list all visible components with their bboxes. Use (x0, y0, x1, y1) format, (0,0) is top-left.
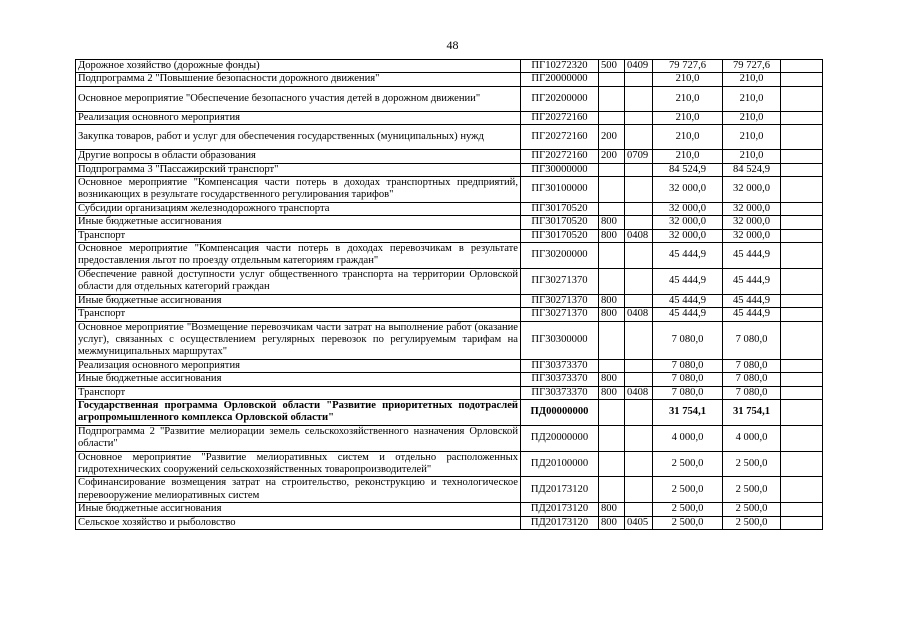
row-name: Субсидии организациям железнодорожного транспорта (76, 202, 521, 215)
target-code: ПГ20000000 (521, 73, 599, 86)
extra-column (781, 229, 823, 242)
amount-2: 2 500,0 (723, 503, 781, 516)
amount-1: 84 524,9 (653, 163, 723, 176)
target-code: ПГ30170520 (521, 216, 599, 229)
table-row (76, 321, 823, 359)
amount-1: 210,0 (653, 111, 723, 124)
section-code (625, 243, 653, 269)
expense-type: 800 (599, 229, 625, 242)
section-code: 0709 (625, 150, 653, 163)
amount-1: 79 727,6 (653, 60, 723, 73)
table-row (76, 399, 823, 425)
target-code: ПД20173120 (521, 516, 599, 529)
row-name: Основное мероприятие "Обеспечение безопасного участия детей в дорожном движении" (76, 86, 521, 111)
expense-type (599, 243, 625, 269)
target-code: ПГ30271370 (521, 308, 599, 321)
table-row (76, 294, 823, 307)
amount-2: 210,0 (723, 111, 781, 124)
expense-type (599, 86, 625, 111)
extra-column (781, 425, 823, 451)
target-code: ПГ30373370 (521, 359, 599, 372)
row-name: Транспорт (76, 229, 521, 242)
amount-2: 32 000,0 (723, 202, 781, 215)
section-code (625, 268, 653, 294)
table-row (76, 216, 823, 229)
extra-column (781, 216, 823, 229)
extra-column (781, 60, 823, 73)
amount-1: 7 080,0 (653, 373, 723, 386)
table-row (76, 177, 823, 203)
section-code (625, 477, 653, 503)
expense-type (599, 177, 625, 203)
amount-2: 31 754,1 (723, 399, 781, 425)
section-code: 0408 (625, 229, 653, 242)
extra-column (781, 294, 823, 307)
amount-1: 32 000,0 (653, 202, 723, 215)
amount-2: 7 080,0 (723, 321, 781, 359)
amount-2: 84 524,9 (723, 163, 781, 176)
amount-1: 7 080,0 (653, 386, 723, 399)
extra-column (781, 373, 823, 386)
extra-column (781, 150, 823, 163)
target-code: ПГ30100000 (521, 177, 599, 203)
table-row (76, 516, 823, 529)
table-row (76, 477, 823, 503)
amount-2: 45 444,9 (723, 268, 781, 294)
row-name: Другие вопросы в области образования (76, 150, 521, 163)
section-code (625, 359, 653, 372)
target-code: ПГ20200000 (521, 86, 599, 111)
table-row (76, 373, 823, 386)
extra-column (781, 516, 823, 529)
amount-2: 79 727,6 (723, 60, 781, 73)
amount-1: 4 000,0 (653, 425, 723, 451)
extra-column (781, 163, 823, 176)
target-code: ПГ30170520 (521, 202, 599, 215)
section-code (625, 177, 653, 203)
target-code: ПГ10272320 (521, 60, 599, 73)
expense-type (599, 399, 625, 425)
amount-1: 210,0 (653, 73, 723, 86)
table-row (76, 111, 823, 124)
amount-2: 4 000,0 (723, 425, 781, 451)
expense-type: 800 (599, 503, 625, 516)
extra-column (781, 111, 823, 124)
extra-column (781, 477, 823, 503)
amount-1: 45 444,9 (653, 294, 723, 307)
section-code (625, 86, 653, 111)
expense-type (599, 163, 625, 176)
expense-type (599, 268, 625, 294)
extra-column (781, 386, 823, 399)
section-code (625, 321, 653, 359)
budget-table (75, 59, 823, 530)
row-name: Сельское хозяйство и рыболовство (76, 516, 521, 529)
row-name: Софинансирование возмещения затрат на строительство, реконструкцию и технологическое перевооружение мелиоративных систем (76, 477, 521, 503)
amount-2: 32 000,0 (723, 216, 781, 229)
expense-type: 500 (599, 60, 625, 73)
amount-1: 32 000,0 (653, 216, 723, 229)
expense-type: 800 (599, 216, 625, 229)
amount-2: 7 080,0 (723, 359, 781, 372)
amount-2: 45 444,9 (723, 294, 781, 307)
page-number: 48 (446, 38, 459, 52)
amount-2: 7 080,0 (723, 373, 781, 386)
amount-1: 45 444,9 (653, 268, 723, 294)
amount-2: 210,0 (723, 125, 781, 150)
section-code (625, 163, 653, 176)
row-name: Иные бюджетные ассигнования (76, 294, 521, 307)
expense-type (599, 359, 625, 372)
row-name: Реализация основного мероприятия (76, 359, 521, 372)
target-code: ПГ30271370 (521, 268, 599, 294)
section-code (625, 111, 653, 124)
target-code: ПГ30000000 (521, 163, 599, 176)
table-row (76, 359, 823, 372)
row-name: Подпрограмма 3 "Пассажирский транспорт" (76, 163, 521, 176)
expense-type: 800 (599, 386, 625, 399)
section-code (625, 73, 653, 86)
row-name: Подпрограмма 2 "Развитие мелиорации земель сельскохозяйственного назначения Орловской области" (76, 425, 521, 451)
target-code: ПГ20272160 (521, 125, 599, 150)
expense-type (599, 73, 625, 86)
amount-2: 32 000,0 (723, 229, 781, 242)
target-code: ПГ30300000 (521, 321, 599, 359)
row-name: Государственная программа Орловской области "Развитие приоритетных подотраслей агропромышленного комплекса Орловской области" (76, 399, 521, 425)
amount-1: 7 080,0 (653, 359, 723, 372)
amount-2: 2 500,0 (723, 451, 781, 477)
expense-type (599, 202, 625, 215)
target-code: ПД00000000 (521, 399, 599, 425)
section-code (625, 125, 653, 150)
section-code: 0408 (625, 308, 653, 321)
section-code (625, 216, 653, 229)
row-name: Основное мероприятие "Компенсация части потерь в доходах перевозчикам в результате предоставления льгот по проезду отдельным категориям граждан" (76, 243, 521, 269)
extra-column (781, 243, 823, 269)
row-name: Основное мероприятие "Возмещение перевозчикам части затрат на выполнение работ (оказание услуг), связанных с осуществлением регулярных перевозок по регулируемым тарифам на межмуниципальных маршрутах" (76, 321, 521, 359)
table-row (76, 308, 823, 321)
table-row (76, 229, 823, 242)
expense-type: 800 (599, 373, 625, 386)
amount-1: 32 000,0 (653, 177, 723, 203)
section-code (625, 399, 653, 425)
table-row (76, 451, 823, 477)
amount-1: 2 500,0 (653, 503, 723, 516)
table-row (76, 268, 823, 294)
amount-1: 2 500,0 (653, 451, 723, 477)
amount-2: 2 500,0 (723, 516, 781, 529)
table-row (76, 73, 823, 86)
table-row (76, 202, 823, 215)
section-code (625, 202, 653, 215)
extra-column (781, 202, 823, 215)
extra-column (781, 268, 823, 294)
target-code: ПД20000000 (521, 425, 599, 451)
table-row (76, 60, 823, 73)
amount-2: 45 444,9 (723, 308, 781, 321)
expense-type: 200 (599, 125, 625, 150)
amount-1: 31 754,1 (653, 399, 723, 425)
row-name: Транспорт (76, 386, 521, 399)
section-code (625, 503, 653, 516)
target-code: ПГ30373370 (521, 373, 599, 386)
table-row (76, 503, 823, 516)
amount-2: 2 500,0 (723, 477, 781, 503)
extra-column (781, 503, 823, 516)
amount-1: 210,0 (653, 86, 723, 111)
row-name: Иные бюджетные ассигнования (76, 503, 521, 516)
table-row (76, 125, 823, 150)
section-code (625, 373, 653, 386)
row-name: Основное мероприятие "Развитие мелиоративных систем и отдельно расположенных гидротехнических сооружений сельскохозяйственных товаропроизводителей" (76, 451, 521, 477)
expense-type (599, 111, 625, 124)
expense-type: 200 (599, 150, 625, 163)
expense-type: 800 (599, 294, 625, 307)
amount-1: 32 000,0 (653, 229, 723, 242)
row-name: Реализация основного мероприятия (76, 111, 521, 124)
row-name: Иные бюджетные ассигнования (76, 216, 521, 229)
expense-type (599, 451, 625, 477)
extra-column (781, 321, 823, 359)
target-code: ПГ20272160 (521, 150, 599, 163)
amount-2: 210,0 (723, 73, 781, 86)
amount-1: 2 500,0 (653, 477, 723, 503)
expense-type (599, 321, 625, 359)
expense-type (599, 425, 625, 451)
section-code (625, 451, 653, 477)
section-code: 0409 (625, 60, 653, 73)
table-row (76, 386, 823, 399)
extra-column (781, 399, 823, 425)
amount-1: 2 500,0 (653, 516, 723, 529)
expense-type (599, 477, 625, 503)
extra-column (781, 86, 823, 111)
amount-2: 210,0 (723, 150, 781, 163)
amount-2: 210,0 (723, 86, 781, 111)
table-row (76, 425, 823, 451)
amount-1: 7 080,0 (653, 321, 723, 359)
target-code: ПД20173120 (521, 503, 599, 516)
table-row (76, 150, 823, 163)
amount-2: 45 444,9 (723, 243, 781, 269)
target-code: ПГ30170520 (521, 229, 599, 242)
amount-1: 210,0 (653, 125, 723, 150)
section-code (625, 294, 653, 307)
extra-column (781, 73, 823, 86)
extra-column (781, 177, 823, 203)
extra-column (781, 308, 823, 321)
table-row (76, 243, 823, 269)
table-row (76, 86, 823, 111)
section-code (625, 425, 653, 451)
extra-column (781, 451, 823, 477)
row-name: Подпрограмма 2 "Повышение безопасности дорожного движения" (76, 73, 521, 86)
amount-1: 210,0 (653, 150, 723, 163)
target-code: ПГ30373370 (521, 386, 599, 399)
extra-column (781, 359, 823, 372)
amount-2: 32 000,0 (723, 177, 781, 203)
section-code: 0408 (625, 386, 653, 399)
expense-type: 800 (599, 516, 625, 529)
target-code: ПД20100000 (521, 451, 599, 477)
row-name: Основное мероприятие "Компенсация части потерь в доходах транспортных предприятий, возникающих в результате государственного регулирования тарифов" (76, 177, 521, 203)
section-code: 0405 (625, 516, 653, 529)
target-code: ПГ20272160 (521, 111, 599, 124)
row-name: Иные бюджетные ассигнования (76, 373, 521, 386)
amount-2: 7 080,0 (723, 386, 781, 399)
expense-type: 800 (599, 308, 625, 321)
row-name: Дорожное хозяйство (дорожные фонды) (76, 60, 521, 73)
table-row (76, 163, 823, 176)
amount-1: 45 444,9 (653, 308, 723, 321)
amount-1: 45 444,9 (653, 243, 723, 269)
table-body (76, 60, 823, 530)
target-code: ПГ30271370 (521, 294, 599, 307)
row-name: Обеспечение равной доступности услуг общественного транспорта на территории Орловской области для отдельных категорий граждан (76, 268, 521, 294)
target-code: ПГ30200000 (521, 243, 599, 269)
row-name: Транспорт (76, 308, 521, 321)
target-code: ПД20173120 (521, 477, 599, 503)
row-name: Закупка товаров, работ и услуг для обеспечения государственных (муниципальных) нужд (76, 125, 521, 150)
extra-column (781, 125, 823, 150)
